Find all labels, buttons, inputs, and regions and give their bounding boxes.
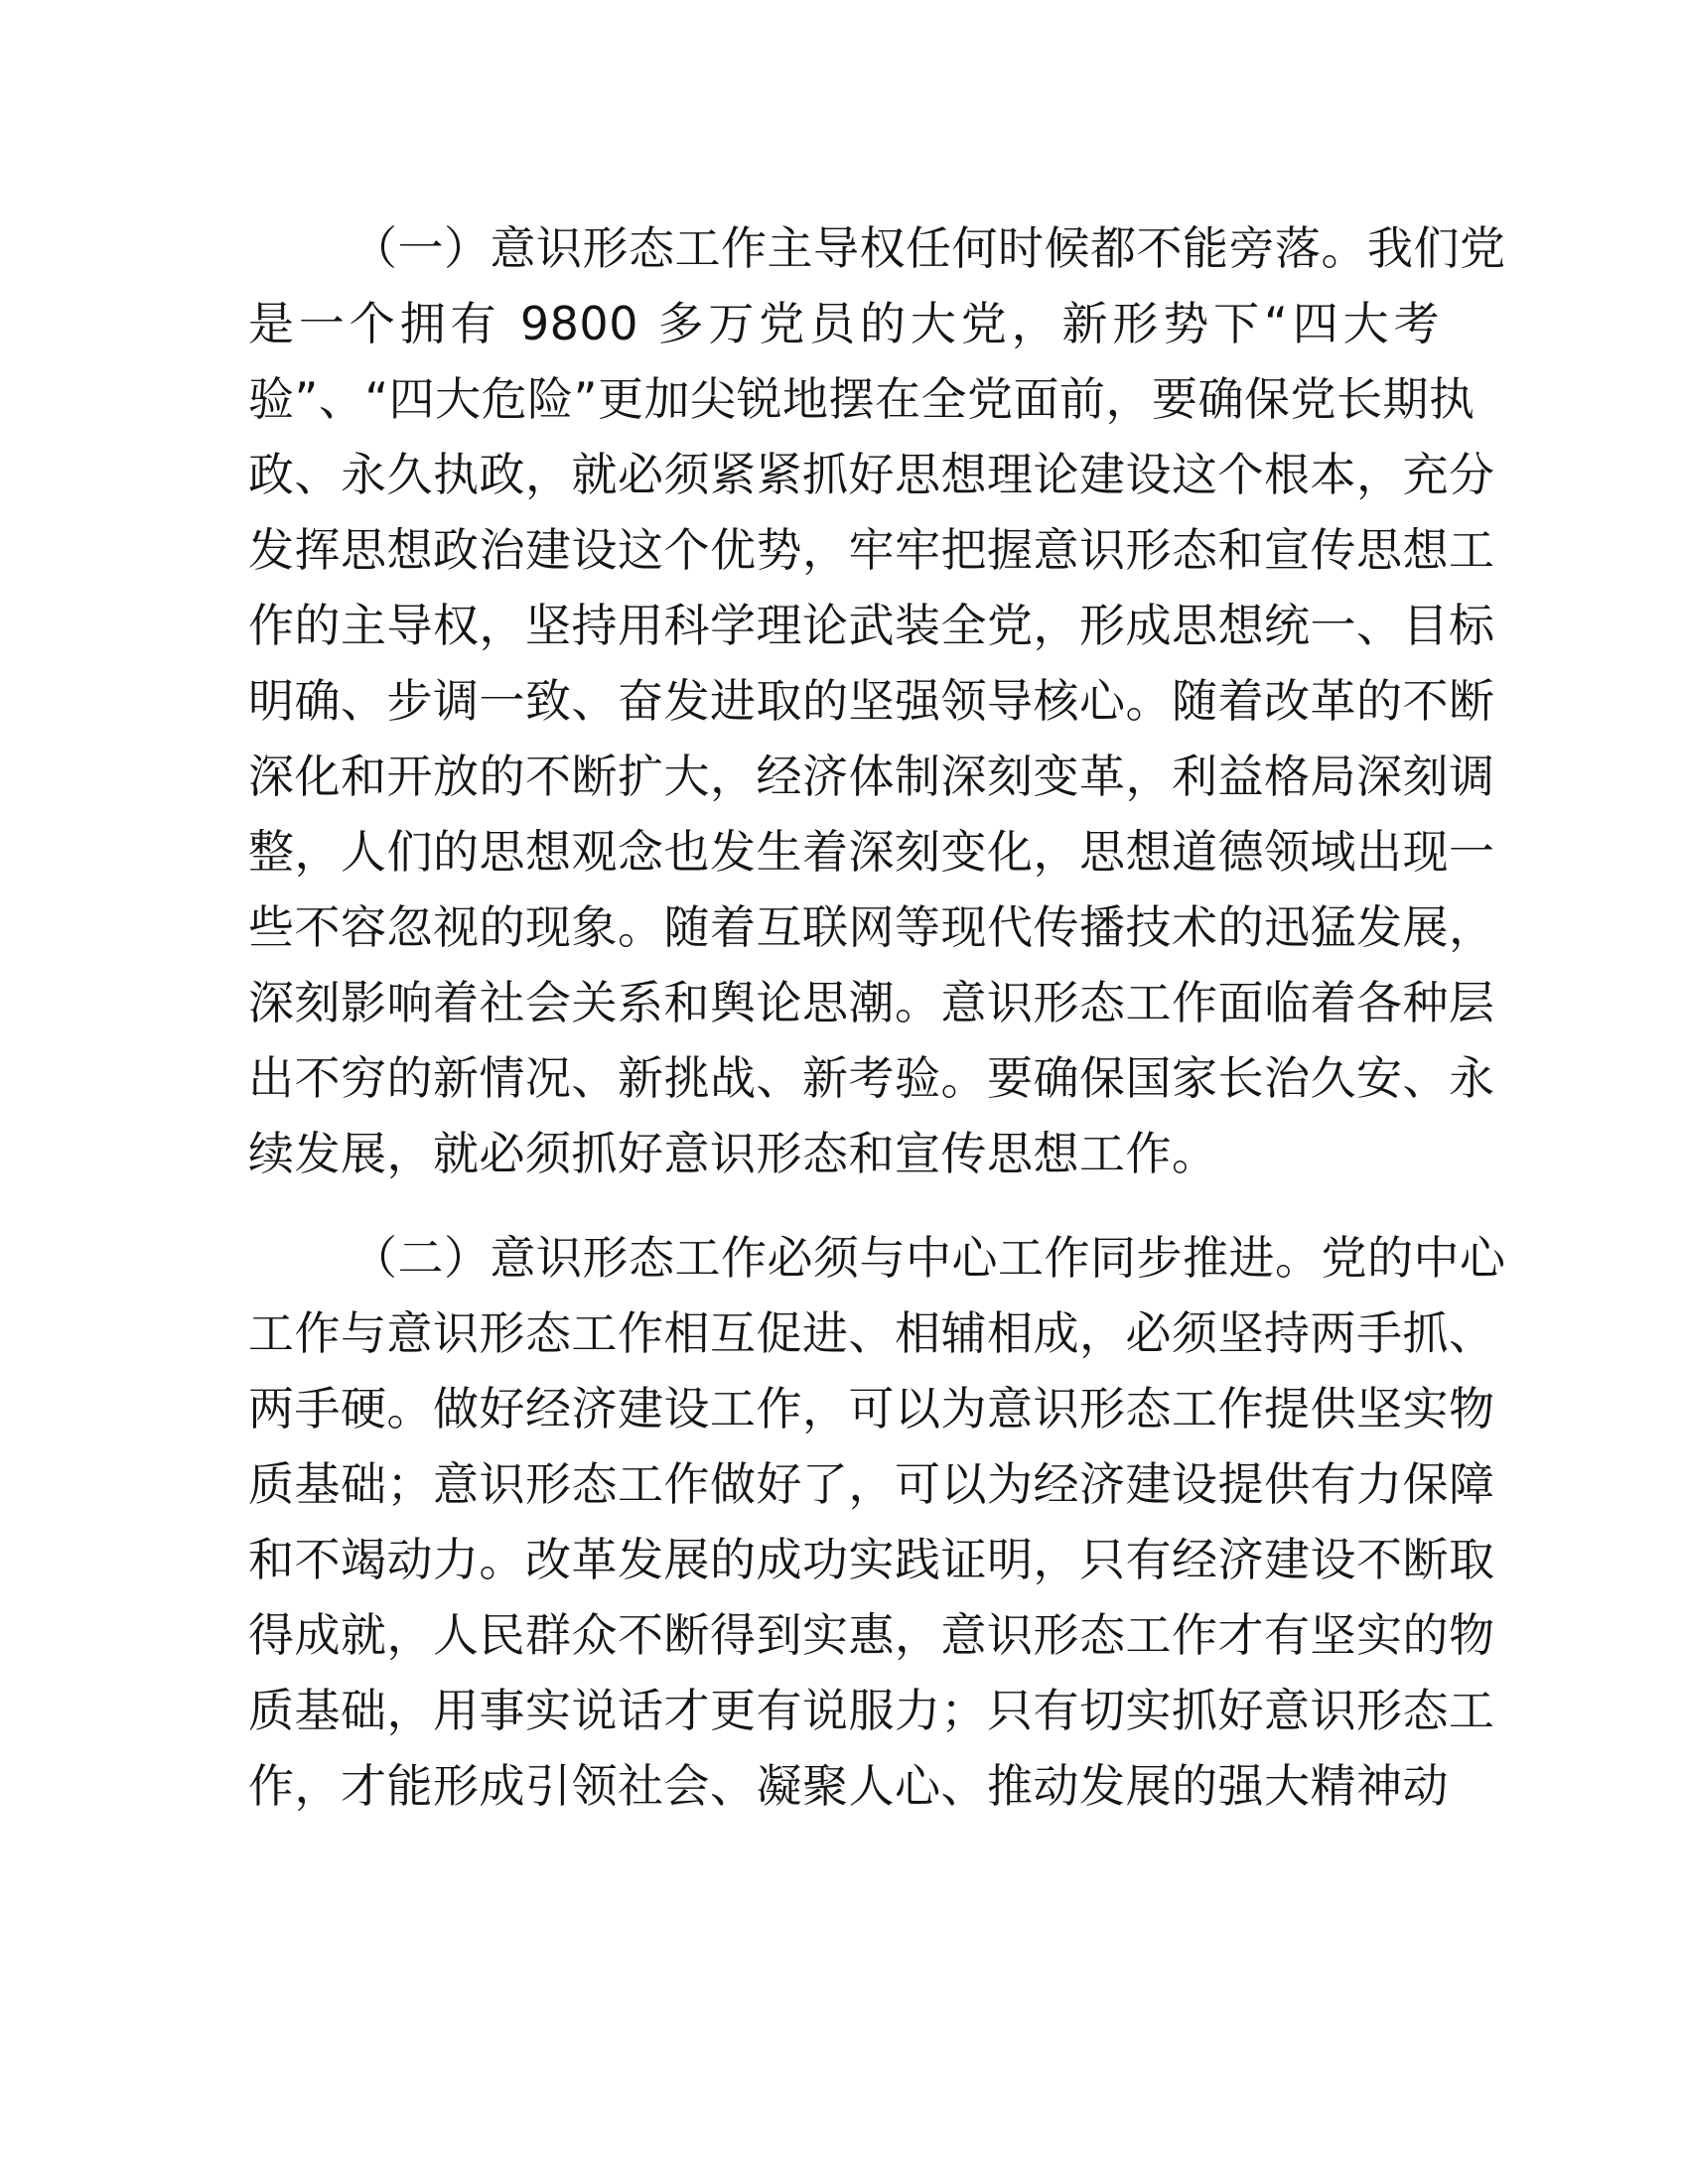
paragraph-line: （一）意识形态工作主导权任何时候都不能旁落。我们党 — [352, 221, 1506, 275]
paragraph-line: 工作与意识形态工作相互促进、相辅相成，必须坚持两手抓、 — [248, 1306, 1495, 1360]
paragraph-line: 和不竭动力。改革发展的成功实践证明，只有经济建设不断取 — [248, 1533, 1495, 1586]
paragraph-line: 明确、步调一致、奋发进取的坚强领导核心。随着改革的不断 — [248, 674, 1495, 728]
paragraph-line: （二）意识形态工作必须与中心工作同步推进。党的中心 — [352, 1231, 1506, 1285]
paragraph-line: 出不穷的新情况、新挑战、新考验。要确保国家长治久安、永 — [248, 1051, 1495, 1105]
paragraph-line: 作，才能形成引领社会、凝聚人心、推动发展的强大精神动 — [248, 1759, 1449, 1813]
paragraph-ideology-leadership — [248, 210, 1506, 1191]
paragraph-line: 质基础；意识形态工作做好了，可以为经济建设提供有力保障 — [248, 1457, 1495, 1511]
paragraph-line: 两手硬。做好经济建设工作，可以为意识形态工作提供坚实物 — [248, 1382, 1495, 1435]
paragraph-line: 质基础，用事实说话才更有说服力；只有切实抓好意识形态工 — [248, 1684, 1495, 1737]
paragraph-line: 整，人们的思想观念也发生着深刻变化，思想道德领域出现一 — [248, 825, 1495, 879]
paragraph-line: 得成就，人民群众不断得到实惠，意识形态工作才有坚实的物 — [248, 1608, 1495, 1662]
paragraph-line: 些不容忽视的现象。随着互联网等现代传播技术的迅猛发展， — [248, 900, 1495, 954]
paragraph-line: 深刻影响着社会关系和舆论思潮。意识形态工作面临着各种层 — [248, 976, 1495, 1029]
paragraph-line: 验”、“四大危险”更加尖锐地摆在全党面前，要确保党长期执 — [248, 372, 1476, 426]
paragraph-line: 深化和开放的不断扩大，经济体制深刻变革，利益格局深刻调 — [248, 750, 1495, 803]
paragraph-line: 政、永久执政，就必须紧紧抓好思想理论建设这个根本，充分 — [248, 448, 1495, 501]
paragraph-line: 发挥思想政治建设这个优势，牢牢把握意识形态和宣传思想工 — [248, 523, 1495, 577]
paragraph-line: 续发展，就必须抓好意识形态和宣传思想工作。 — [248, 1127, 1218, 1180]
paragraph-ideology-central-work — [248, 1220, 1506, 1824]
paragraph-line: 作的主导权，坚持用科学理论武装全党，形成思想统一、目标 — [248, 599, 1495, 652]
paragraph-line: 是一个拥有 9800 多万党员的大党，新形势下“四大考 — [248, 297, 1440, 350]
